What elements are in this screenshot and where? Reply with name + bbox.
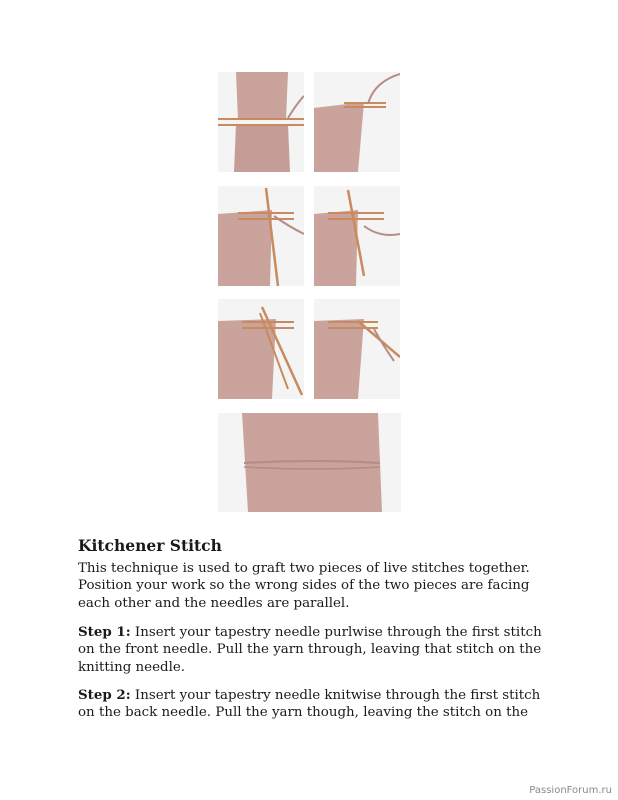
step-photo-1 [218, 72, 304, 172]
step-photo-3 [218, 186, 304, 286]
step-photo-5 [218, 299, 304, 399]
step-1-paragraph [78, 624, 548, 676]
grafted-seam-icon [218, 413, 401, 512]
intro-paragraph: This technique is used to graft two pieces of live stitches together. Position your work so the wrong sides of the two pieces are facing each other and the needles are parallel. [78, 561, 530, 611]
tapestry-needle-front-repeat-icon [218, 299, 304, 399]
knit-piece-with-needles-top-icon [314, 72, 400, 172]
tapestry-needle-back-icon [314, 186, 400, 286]
step-2-text: Insert your tapestry needle knitwise through the first stitch on the back needle. Pull the yarn though, leaving the stitch on the [78, 688, 541, 721]
step-1-label: Step 1: [78, 624, 131, 640]
finished-graft-photo [218, 413, 401, 512]
section-title: Kitchener Stitch [78, 536, 222, 555]
step-photo-6 [314, 299, 400, 399]
knit-pieces-on-parallel-needles-icon [218, 72, 304, 172]
tapestry-needle-back-repeat-icon [314, 299, 400, 399]
tapestry-needle-front-icon [218, 186, 304, 286]
step-photo-4 [314, 186, 400, 286]
site-watermark: PassionForum.ru [529, 785, 612, 796]
step-2-label: Step 2: [78, 687, 131, 703]
step-2-paragraph [78, 687, 548, 722]
step-1-text: Insert your tapestry needle purlwise through the first stitch on the front needle. Pull the yarn through, leaving that stitch on the knitting needle. [78, 625, 542, 675]
step-photo-2 [314, 72, 400, 172]
